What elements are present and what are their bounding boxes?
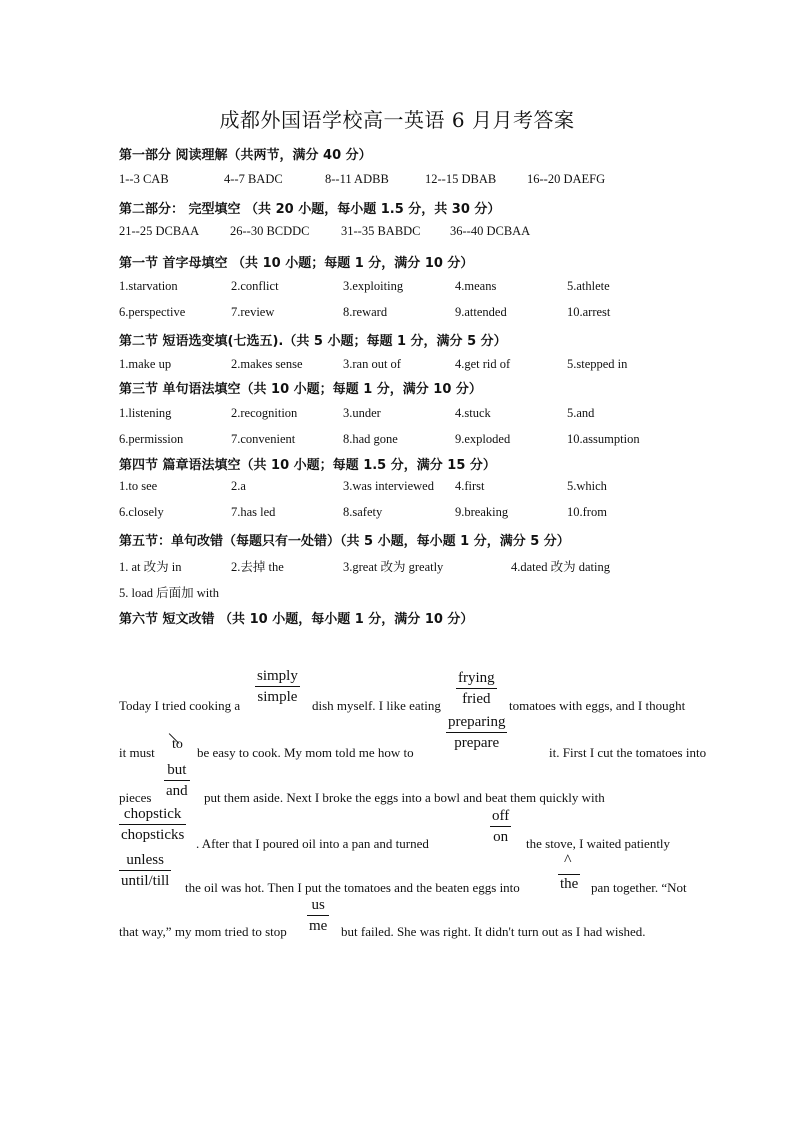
answer-item: 4.first <box>455 479 485 493</box>
correction-9: us me <box>309 897 328 934</box>
answer-item: 1.to see <box>119 479 158 493</box>
correction-5: chopstick chopsticks <box>121 806 185 843</box>
deleted-word: to <box>172 737 183 752</box>
sec1-heading: 第一节 首字母填空 （共 10 小题；每题 1 分，满分 10 分） <box>119 256 474 271</box>
answer-item: 1. at 改为 in <box>119 560 182 574</box>
answer-item: 8.had gone <box>343 432 398 446</box>
answer-item: 3.exploiting <box>343 279 404 293</box>
answer-item: 1--3 CAB <box>119 172 169 186</box>
answer-item: 5.which <box>567 479 607 493</box>
answer-item: 3.ran out of <box>343 357 401 371</box>
answer-item: 12--15 DBAB <box>425 172 497 186</box>
passage-text: but failed. She was right. It didn't turn out as I had wished. <box>341 924 646 939</box>
passage-text: dish myself. I like eating <box>312 698 441 713</box>
answer-item: 2.a <box>231 479 246 493</box>
answer-item: 4.dated 改为 dating <box>511 560 610 574</box>
part1-heading: 第一部分 阅读理解（共两节，满分 40 分） <box>119 148 372 163</box>
answer-item: 7.convenient <box>231 432 296 446</box>
sec2-heading: 第二节 短语选变填(七选五).（共 5 小题；每题 1 分，满分 5 分） <box>119 334 507 349</box>
insert-caret-icon: ^ <box>564 852 572 869</box>
answer-item: 6.permission <box>119 432 184 446</box>
passage-text: put them aside. Next I broke the eggs into a bowl and beat them quickly with <box>204 790 605 805</box>
passage-text: that way,” my mom tried to stop <box>119 924 287 939</box>
sec5-heading: 第五节：单句改错（每题只有一处错）（共 5 小题，每小题 1 分，满分 5 分） <box>119 534 570 549</box>
correction-8: the <box>560 876 579 892</box>
correction-7: unless until/till <box>121 852 170 889</box>
sec6-heading: 第六节 短文改错 （共 10 小题，每小题 1 分，满分 10 分） <box>119 612 474 627</box>
correction-6: off on <box>492 808 510 845</box>
answer-item: 10.from <box>567 505 607 519</box>
answer-item: 9.breaking <box>455 505 509 519</box>
answer-item: 10.assumption <box>567 432 640 446</box>
passage-text: . After that I poured oil into a pan and turned <box>196 836 429 851</box>
answer-item: 31--35 BABDC <box>341 224 421 238</box>
answer-item: 3.great 改为 greatly <box>343 560 444 574</box>
part2-heading: 第二部分： 完型填空 （共 20 小题，每小题 1.5 分，共 30 分） <box>119 202 501 217</box>
answer-item: 6.closely <box>119 505 164 519</box>
answer-item: 5.stepped in <box>567 357 628 371</box>
passage-text: it. First I cut the tomatoes into <box>549 745 707 760</box>
passage-text: tomatoes with eggs, and I thought <box>509 698 686 713</box>
answer-item: 6.perspective <box>119 305 186 319</box>
answer-item: 3.under <box>343 406 381 420</box>
answer-item: 4.get rid of <box>455 357 511 371</box>
passage-text: the oil was hot. Then I put the tomatoes and the beaten eggs into <box>185 880 520 895</box>
answer-item: 2.recognition <box>231 406 298 420</box>
answer-item: 1.make up <box>119 357 172 371</box>
sec4-heading: 第四节 篇章语法填空（共 10 小题；每题 1.5 分，满分 15 分） <box>119 458 496 473</box>
answer-item: 5. load 后面加 with <box>119 586 219 600</box>
answer-item: 5.and <box>567 406 595 420</box>
answer-item: 4.means <box>455 279 497 293</box>
answer-item: 7.review <box>231 305 275 319</box>
answer-item: 2.makes sense <box>231 357 303 371</box>
answer-item: 9.attended <box>455 305 507 319</box>
correction-4: but and <box>166 762 188 799</box>
answer-item: 8.reward <box>343 305 388 319</box>
answer-item: 1.listening <box>119 406 172 420</box>
answer-item: 7.has led <box>231 505 276 519</box>
passage-text: pan together. “Not <box>591 880 687 895</box>
passage-text: the stove, I waited patiently <box>526 836 671 851</box>
sec3-heading: 第三节 单句语法填空（共 10 小题；每题 1 分，满分 10 分） <box>119 382 482 397</box>
correction-2: frying fried <box>458 670 495 707</box>
passage-text: Today I tried cooking a <box>119 698 241 713</box>
answer-item: 10.arrest <box>567 305 611 319</box>
answer-item: 2.conflict <box>231 279 279 293</box>
page-title: 成都外国语学校高一英语 6 月月考答案 <box>219 108 575 132</box>
answer-item: 8.safety <box>343 505 383 519</box>
answer-item: 2.去掉 the <box>231 560 284 574</box>
answer-item: 3.was interviewed <box>343 479 434 493</box>
answer-item: 1.starvation <box>119 279 178 293</box>
passage-text: it must <box>119 745 155 760</box>
answer-item: 5.athlete <box>567 279 610 293</box>
correction-1: simply simple <box>257 668 298 705</box>
answer-item: 26--30 BCDDC <box>230 224 310 238</box>
answer-item: 36--40 DCBAA <box>450 224 531 238</box>
passage-text: be easy to cook. My mom told me how to <box>197 745 414 760</box>
answer-item: 21--25 DCBAA <box>119 224 200 238</box>
passage-text: pieces <box>119 790 152 805</box>
answer-item: 9.exploded <box>455 432 511 446</box>
answer-item: 16--20 DAEFG <box>527 172 606 186</box>
answer-item: 4--7 BADC <box>224 172 283 186</box>
correction-3: preparing prepare <box>448 714 506 751</box>
answer-item: 8--11 ADBB <box>325 172 389 186</box>
answer-item: 4.stuck <box>455 406 491 420</box>
